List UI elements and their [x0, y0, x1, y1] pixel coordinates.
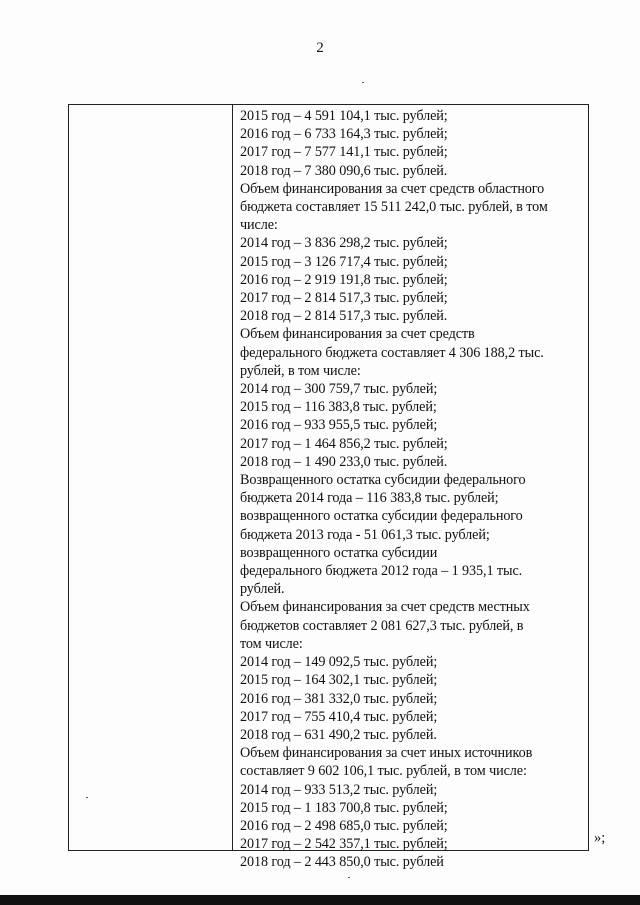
text-line: том числе:: [240, 635, 303, 652]
text-line: числе:: [240, 217, 278, 234]
text-line: бюджета составляет 15 511 242,0 тыс. рублей, в том: [240, 199, 548, 216]
text-line: бюджета 2013 года - 51 061,3 тыс. рублей;: [240, 526, 490, 543]
text-line: 2014 год – 300 759,7 тыс. рублей;: [240, 381, 438, 398]
text-line: 2016 год – 933 955,5 тыс. рублей;: [240, 417, 438, 434]
text-line: 2014 год – 149 092,5 тыс. рублей;: [240, 654, 438, 671]
text-line: 2016 год – 2 498 685,0 тыс. рублей;: [240, 817, 448, 834]
text-line: 2016 год – 381 332,0 тыс. рублей;: [240, 690, 438, 707]
text-line: возвращенного остатка субсидии: [240, 544, 438, 561]
text-line: 2017 год – 755 410,4 тыс. рублей;: [240, 708, 438, 725]
text-line: 2015 год – 4 591 104,1 тыс. рублей;: [240, 108, 448, 124]
text-line: 2014 год – 933 513,2 тыс. рублей;: [240, 781, 438, 798]
text-line: 2017 год – 1 464 856,2 тыс. рублей;: [240, 435, 448, 452]
text-line: 2018 год – 1 490 233,0 тыс. рублей.: [240, 453, 448, 470]
text-line: 2014 год – 3 836 298,2 тыс. рублей;: [240, 235, 448, 252]
table-left-cell: [69, 105, 233, 850]
text-line: 2018 год – 631 490,2 тыс. рублей.: [240, 726, 437, 743]
scan-speck: [86, 797, 88, 798]
funding-table: [68, 104, 589, 871]
text-line: федерального бюджета составляет 4 306 188,2 тыс.: [240, 344, 544, 361]
text-line: Объем финансирования за счет иных источников: [240, 745, 533, 762]
text-line: 2017 год – 7 577 141,1 тыс. рублей;: [240, 144, 448, 161]
closing-quote-mark: »;: [594, 830, 606, 846]
text-line: 2018 год – 7 380 090,6 тыс. рублей.: [240, 162, 448, 179]
text-line: бюджетов составляет 2 081 627,3 тыс. рублей, в: [240, 617, 524, 634]
text-line: рублей.: [240, 581, 285, 598]
text-line: 2017 год – 2 542 357,1 тыс. рублей;: [240, 836, 448, 853]
text-line: 2015 год – 3 126 717,4 тыс. рублей;: [240, 253, 448, 270]
text-line: 2015 год – 1 183 700,8 тыс. рублей;: [240, 799, 448, 816]
text-line: Объем финансирования за счет средств местных: [240, 599, 530, 616]
text-line: Объем финансирования за счет средств: [240, 326, 475, 343]
page-number: 2: [316, 40, 324, 56]
text-line: 2015 год – 164 302,1 тыс. рублей;: [240, 672, 438, 689]
text-line: 2018 год – 2 814 517,3 тыс. рублей.: [240, 308, 448, 325]
scan-speck: [348, 877, 350, 878]
text-line: 2017 год – 2 814 517,3 тыс. рублей;: [240, 290, 448, 307]
scan-bottom-edge: [0, 895, 640, 905]
text-line: составляет 9 602 106,1 тыс. рублей, в том числе:: [240, 763, 527, 780]
text-line: Объем финансирования за счет средств областного: [240, 180, 545, 197]
text-line: 2015 год – 116 383,8 тыс. рублей;: [240, 399, 437, 416]
text-line: 2016 год – 2 919 191,8 тыс. рублей;: [240, 271, 448, 288]
text-line: бюджета 2014 года – 116 383,8 тыс. рублей;: [240, 490, 499, 507]
text-line: возвращенного остатка субсидии федерального: [240, 508, 523, 525]
text-line: 2016 год – 6 733 164,3 тыс. рублей;: [240, 126, 448, 143]
text-line: 2018 год – 2 443 850,0 тыс. рублей: [240, 854, 444, 871]
table-right-cell: [240, 107, 586, 872]
scan-speck: [362, 82, 364, 83]
text-line: федерального бюджета 2012 года – 1 935,1 тыс.: [240, 563, 523, 580]
text-line: рублей, в том числе:: [240, 362, 361, 379]
text-line: Возвращенного остатка субсидии федерального: [240, 472, 526, 489]
